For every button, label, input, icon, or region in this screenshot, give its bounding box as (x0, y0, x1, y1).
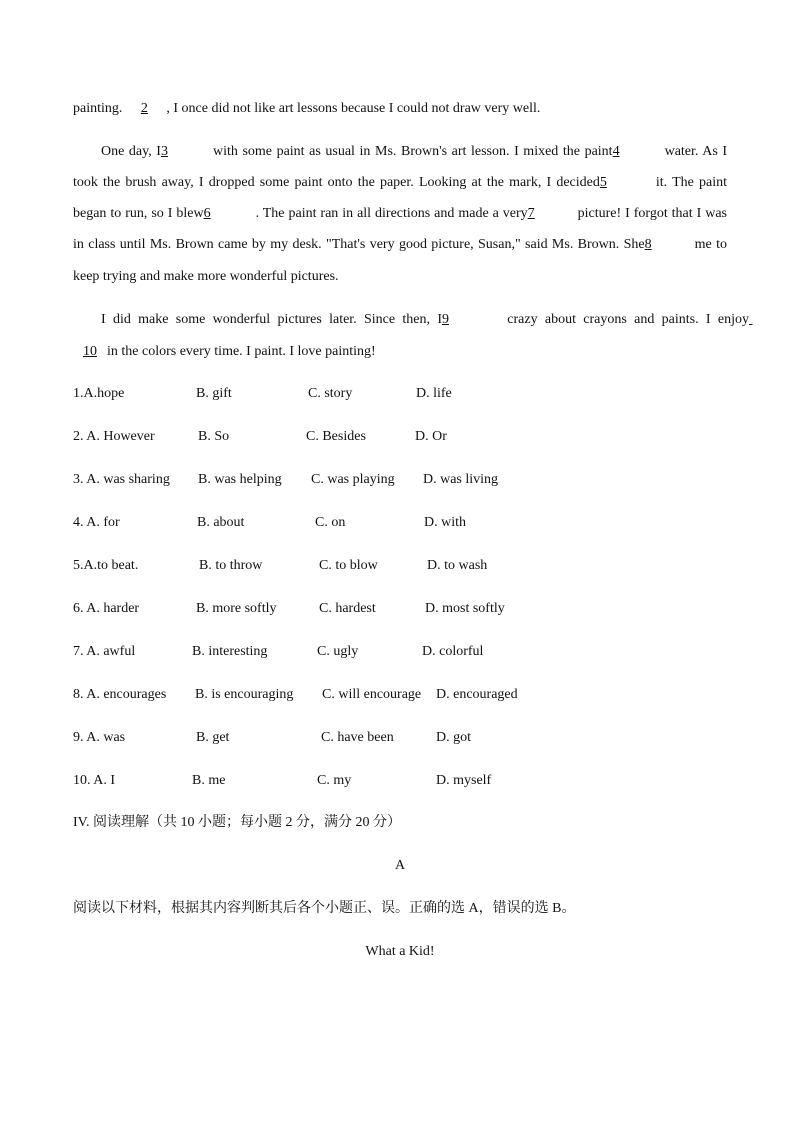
part-label: A (394, 858, 406, 873)
passage-line (73, 100, 540, 118)
question-3-option-a: 3. A. was sharing (73, 472, 170, 487)
answer-blank: 7 (527, 206, 535, 221)
question-6-option-a: 6. A. harder (73, 601, 140, 616)
section-heading: IV. 阅读理解（共 10 小题；每小题 2 分，满分 20 分） (73, 815, 401, 830)
question-2-option-d: D. Or (415, 429, 447, 444)
passage-text: me to (694, 237, 728, 252)
question-9-option-a: 9. A. was (73, 730, 126, 745)
passage-text: picture! I forgot that I was (577, 206, 727, 221)
answer-blank: 3 (160, 144, 168, 159)
question-3-option-c: C. was playing (311, 472, 395, 487)
question-10-option-b: B. me (192, 773, 226, 788)
question-9-option-b: B. get (196, 730, 230, 745)
question-1-option-b: B. gift (196, 386, 232, 401)
question-7-option-c: C. ugly (317, 644, 359, 659)
question-6-option-b: B. more softly (196, 601, 277, 616)
question-2-option-a: 2. A. However (73, 429, 155, 444)
passage-text: began to run, so I blew (73, 206, 204, 221)
question-2-option-b: B. So (198, 429, 230, 444)
question-5-option-a: 5.A.to beat. (73, 558, 139, 573)
passage-line (73, 205, 727, 223)
passage-line (73, 343, 376, 361)
passage-line (73, 268, 339, 286)
passage-text: it. The paint (655, 175, 727, 190)
question-7-option-d: D. colorful (422, 644, 484, 659)
passage-text: One day, I (101, 144, 161, 159)
question-6-option-c: C. hardest (319, 601, 376, 616)
question-3-option-d: D. was living (423, 472, 499, 487)
question-10-option-c: C. my (317, 773, 352, 788)
answer-blank (749, 311, 763, 329)
question-4-option-a: 4. A. for (73, 515, 120, 530)
question-9-option-c: C. have been (321, 730, 394, 745)
question-7-option-a: 7. A. awful (73, 644, 136, 659)
answer-blank: 2 (140, 101, 148, 116)
passage-text: water. As I (664, 144, 728, 159)
question-1-option-d: D. life (416, 386, 452, 401)
passage-line (101, 143, 727, 161)
question-6-option-d: D. most softly (425, 601, 505, 616)
question-10-option-a: 10. A. I (73, 773, 115, 788)
answer-blank: 4 (612, 144, 620, 159)
passage-text: I did make some wonderful pictures later. Since then, I (101, 312, 442, 327)
question-4-option-b: B. about (197, 515, 245, 530)
passage-text: painting. (73, 101, 123, 116)
answer-blank: 6 (203, 206, 211, 221)
question-7-option-b: B. interesting (192, 644, 268, 659)
question-1-option-a: 1.A.hope (73, 386, 125, 401)
question-4-option-d: D. with (424, 515, 466, 530)
passage-text: crazy about crayons and paints. I enjoy (499, 312, 749, 327)
question-10-option-d: D. myself (436, 773, 492, 788)
question-9-option-d: D. got (436, 730, 471, 745)
passage-text: took the brush away, I dropped some paint onto the paper. Looking at the mark, I decided (73, 175, 600, 190)
passage-line (101, 311, 763, 329)
question-4-option-c: C. on (315, 515, 346, 530)
passage-text: . The paint ran in all directions and made a very (255, 206, 528, 221)
answer-blank: 5 (599, 175, 607, 190)
passage-line (73, 174, 727, 192)
passage-text: keep trying and make more wonderful pictures. (73, 269, 339, 284)
passage-line (73, 236, 727, 254)
question-8-option-c: C. will encourage (322, 687, 422, 702)
instruction-text: 阅读以下材料，根据其内容判断其后各个小题正、误。正确的选 A，错误的选 B。 (73, 901, 576, 916)
answer-blank: 8 (644, 237, 652, 252)
question-3-option-b: B. was helping (198, 472, 282, 487)
passage-text: in class until Ms. Brown came by my desk. "That's very good picture, Susan," said Ms. Brown. She (73, 237, 645, 252)
question-5-option-c: C. to blow (319, 558, 378, 573)
question-2-option-c: C. Besides (306, 429, 366, 444)
question-8-option-d: D. encouraged (436, 687, 518, 702)
passage-text: in the colors every time. I paint. I love painting! (107, 344, 376, 359)
question-1-option-c: C. story (308, 386, 353, 401)
question-8-option-b: B. is encouraging (195, 687, 294, 702)
question-5-option-b: B. to throw (199, 558, 263, 573)
passage-text: , I once did not like art lessons because I could not draw very well. (166, 101, 541, 116)
question-8-option-a: 8. A. encourages (73, 687, 167, 702)
answer-blank: 10 (83, 344, 97, 359)
reading-title: What a Kid! (365, 944, 435, 959)
passage-text: with some paint as usual in Ms. Brown's art lesson. I mixed the paint (212, 144, 613, 159)
question-5-option-d: D. to wash (427, 558, 488, 573)
answer-blank: 9 (441, 312, 449, 327)
